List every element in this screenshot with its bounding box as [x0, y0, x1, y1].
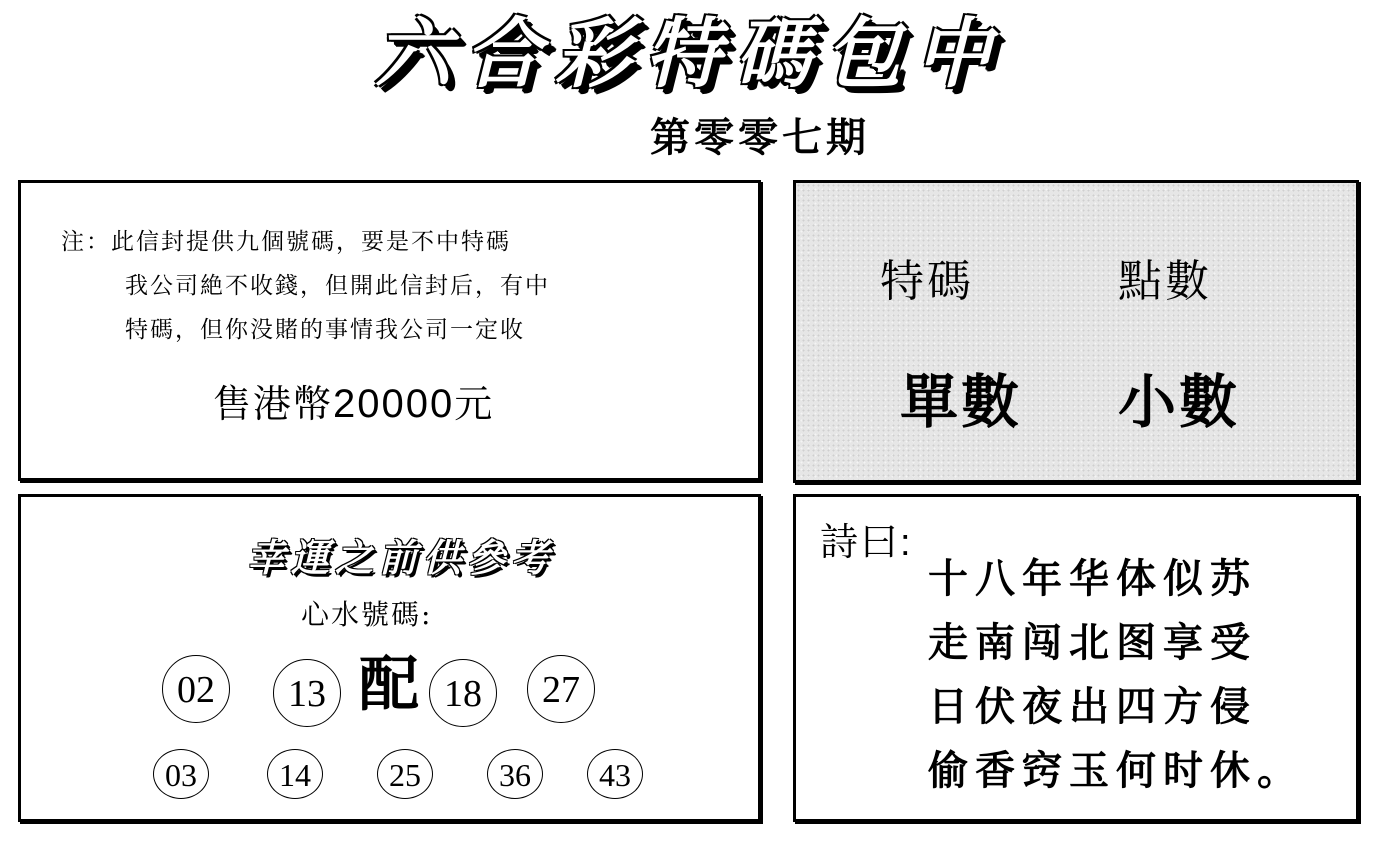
pair-label: 配 [359, 650, 419, 720]
number-circle: 13 [273, 659, 341, 727]
poem-panel [793, 494, 1359, 822]
lucky-numbers-panel [18, 494, 761, 822]
points-label: 點數 [1118, 256, 1212, 307]
notice-line-3: 特碼，但你没賭的事情我公司一定收 [125, 317, 525, 343]
lucky-title: 幸運之前供參考 [246, 535, 555, 580]
number-circle: 03 [153, 749, 209, 799]
notice-panel [18, 180, 761, 481]
price-unit: 元 [454, 382, 495, 426]
notice-line-1: 注：此信封提供九個號碼，要是不中特碼 [61, 229, 511, 255]
price-text [213, 373, 494, 428]
price-prefix: 售港幣 [213, 382, 334, 426]
special-code-label: 特碼 [880, 256, 974, 307]
number-circle: 27 [527, 655, 595, 723]
number-circle: 02 [162, 655, 230, 723]
number-circle: 25 [377, 749, 433, 799]
issue-number: 第零零七期 [650, 114, 870, 161]
notice-line-2: 我公司絶不收錢，但開此信封后，有中 [125, 273, 550, 299]
poem-line-4: 偷香窍玉何时休。 [928, 747, 1304, 794]
odd-value: 單數 [900, 368, 1023, 436]
lucky-subtitle: 心水號碼: [301, 598, 433, 631]
number-circle: 36 [487, 749, 543, 799]
number-circle: 18 [429, 659, 497, 727]
number-circle: 14 [267, 749, 323, 799]
poem-line-1: 十八年华体似苏 [928, 555, 1257, 602]
main-title: 六合彩特碼包中 [375, 9, 1005, 98]
poem-line-3: 日伏夜出四方侵 [928, 683, 1257, 730]
poem-line-2: 走南闯北图享受 [928, 619, 1257, 666]
special-code-panel [793, 180, 1359, 483]
price-amount: 20000 [333, 382, 455, 426]
small-value: 小數 [1118, 368, 1241, 436]
poem-label: 詩曰: [820, 522, 913, 564]
number-circle: 43 [587, 749, 643, 799]
